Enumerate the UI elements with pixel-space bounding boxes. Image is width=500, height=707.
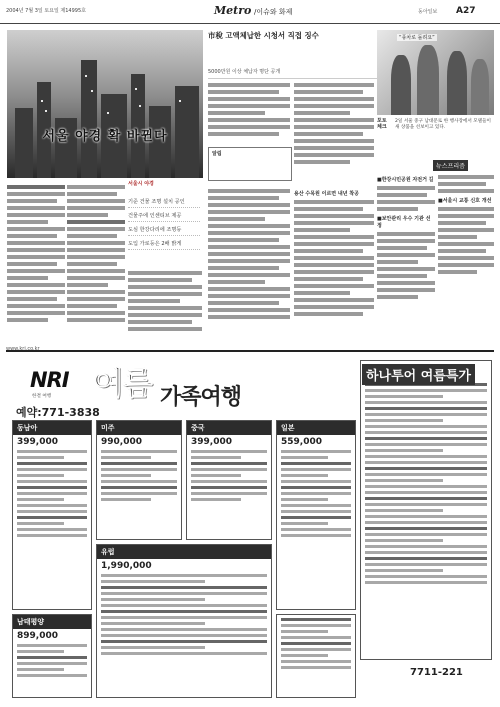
ad-region-box bbox=[276, 420, 356, 610]
news-briefs-col-2 bbox=[438, 172, 494, 342]
ad-company-sub: 한결 여행 bbox=[32, 394, 52, 399]
ad-region-box bbox=[96, 420, 182, 540]
ad-right-phone: 7711-221 bbox=[410, 667, 463, 678]
ad-slogan-sub: 가족여행 bbox=[160, 385, 242, 410]
ad-url: www.kri.co.kr bbox=[6, 346, 40, 352]
main-article-col-4 bbox=[208, 186, 290, 340]
event-photo bbox=[377, 30, 494, 115]
info-box-title: 알림 bbox=[212, 151, 222, 157]
ad-region-title: 동남아 bbox=[13, 421, 91, 435]
subhead: 기준 건물 조명 설치 공인 bbox=[128, 198, 200, 208]
news-brief-head: ■보안관리 우수 기관 선정 bbox=[377, 216, 431, 229]
ad-price: 899,000 bbox=[17, 631, 58, 641]
newspaper-name: 동아일보 bbox=[418, 9, 438, 15]
ad-region-title: 미주 bbox=[97, 421, 181, 435]
lower-mid-article bbox=[294, 186, 374, 340]
night-skyline-photo bbox=[7, 30, 203, 178]
subhead: 도심 한강다리에 조명등 bbox=[128, 226, 200, 236]
main-article-col-1 bbox=[7, 182, 65, 340]
ad-region-box bbox=[12, 420, 92, 610]
ad-region-title: 중국 bbox=[187, 421, 271, 435]
mid-article-body bbox=[208, 80, 290, 144]
subhead: 건물주에 인센티브 제공 bbox=[128, 212, 200, 222]
ad-misc-box bbox=[276, 614, 356, 698]
sidebar-question: 서울시 야경 bbox=[128, 181, 154, 187]
ad-slogan-main: 여름 bbox=[93, 364, 151, 402]
news-brief-head: ■한강시민공원 자전거 길 bbox=[377, 177, 434, 183]
photo-caption-text: 2일 서울 중구 남대문로 한 행사장에서 모델들이 새 상품을 선보이고 있다. bbox=[395, 119, 491, 130]
ad-right-title: 하나투어 여름특가 bbox=[362, 364, 475, 385]
ad-price: 559,000 bbox=[281, 437, 322, 447]
page-number: A27 bbox=[456, 6, 476, 16]
main-article-col-2 bbox=[67, 182, 125, 340]
photo-label: 포토 체크 bbox=[377, 118, 387, 130]
section-logo: Metro bbox=[214, 4, 252, 17]
mid-article-headline: 市稅 고액체납한 시청서 직접 징수 bbox=[208, 31, 319, 40]
ad-price: 399,000 bbox=[191, 437, 232, 447]
photo-caption bbox=[377, 118, 494, 149]
ad-price: 1,990,000 bbox=[101, 561, 152, 571]
ad-region-title: 일본 bbox=[277, 421, 355, 435]
ad-price: 399,000 bbox=[17, 437, 58, 447]
ad-region-box bbox=[96, 544, 272, 698]
subheads-box bbox=[128, 198, 200, 254]
ad-region-title: 남태평양 bbox=[13, 615, 91, 629]
main-article-col-3 bbox=[128, 268, 202, 340]
ad-phone: 예약:771-3838 bbox=[16, 406, 100, 419]
subhead: 도입 가로등은 2배 밝게 bbox=[128, 240, 200, 250]
news-briefs-col-1 bbox=[377, 172, 435, 342]
mid-article-body-2 bbox=[294, 80, 374, 180]
ad-region-box bbox=[12, 614, 92, 698]
issue-date: 2004년 7월 3일 토요일 제14995호 bbox=[6, 8, 86, 14]
ad-company-logo: NRI bbox=[30, 368, 69, 392]
mid-article-subline: 5000만원 이상 체납자 명단 공개 bbox=[208, 68, 378, 79]
news-brief-head: ■서울시 교통 신호 개선 bbox=[438, 198, 492, 204]
news-prism-tag: 뉴스프리즘 bbox=[433, 160, 468, 171]
lower-mid-headline: 용산 수목원 이르면 내년 착공 bbox=[294, 191, 359, 197]
ad-price: 990,000 bbox=[101, 437, 142, 447]
ad-region-title: 유럽 bbox=[97, 545, 271, 559]
ad-region-box bbox=[186, 420, 272, 540]
page-header bbox=[0, 0, 500, 24]
photo-title: “풍차로 돌려요” bbox=[399, 35, 435, 41]
section-title: /이슈와 화제 bbox=[254, 8, 293, 16]
ad-right-panel bbox=[360, 360, 492, 660]
main-headline: 서울 야경 확 바뀐다 bbox=[42, 129, 168, 144]
